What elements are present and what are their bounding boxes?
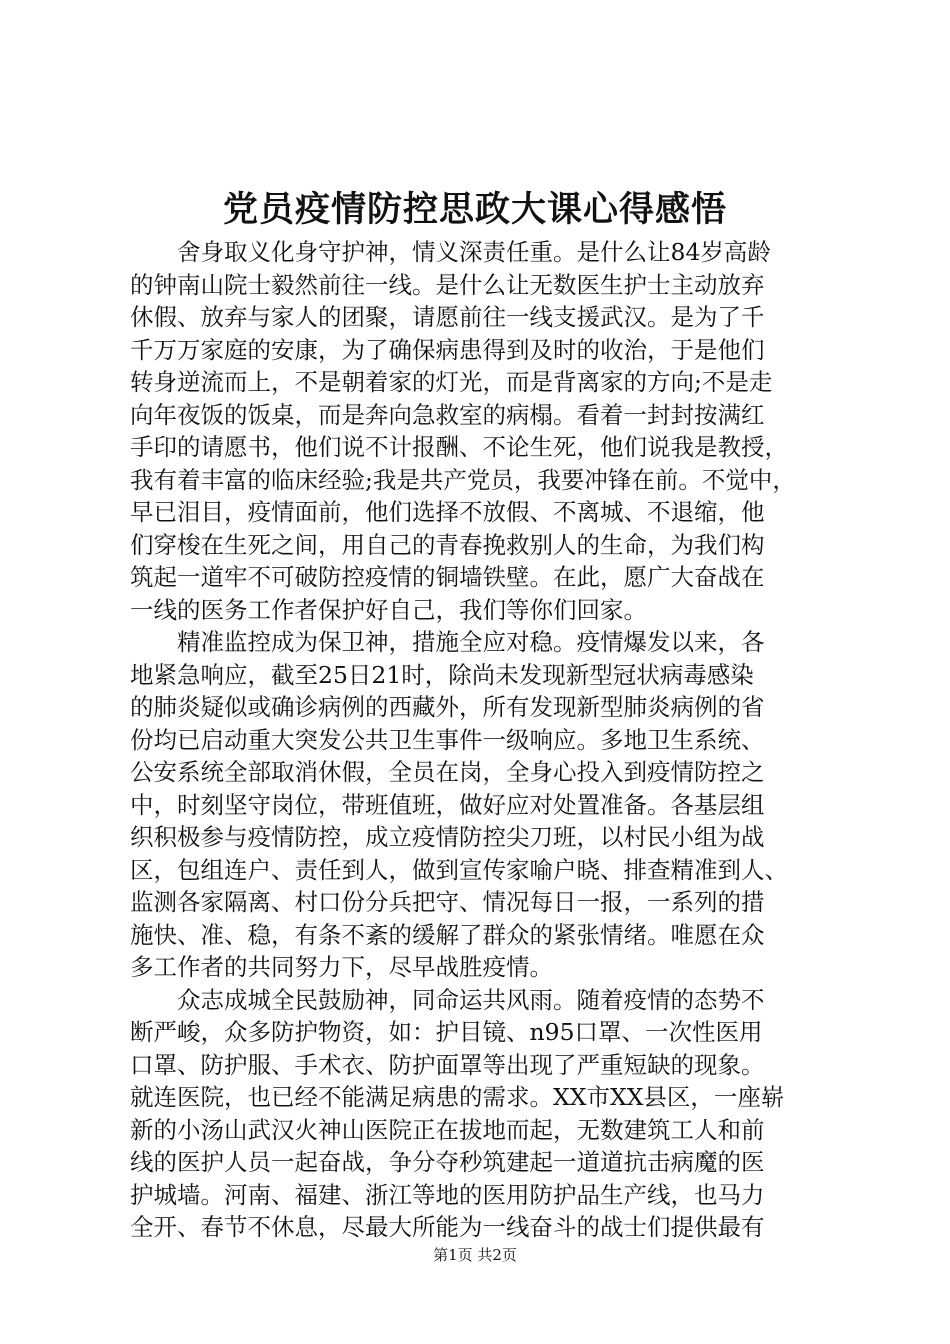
text-line: 公安系统全部取消休假，全员在岗，全身心投入到疫情防控之 — [130, 758, 765, 786]
text-line: 多工作者的共同努力下，尽早战胜疫情。 — [130, 953, 553, 981]
text-line: 的肺炎疑似或确诊病例的西藏外，所有发现新型肺炎病例的省 — [130, 693, 765, 721]
text-line: 向年夜饭的饭桌，而是奔向急救室的病榻。看着一封封按满红 — [130, 400, 765, 429]
text-line: 施快、准、稳，有条不紊的缓解了群众的紧张情绪。唯愿在众 — [130, 920, 765, 949]
page-title: 党员疫情防控思政大课心得感悟 — [222, 189, 727, 230]
text-line: 千万万家庭的安康，为了确保病患得到及时的收治，于是他们 — [130, 335, 765, 364]
text-line: 早已泪目，疫情面前，他们选择不放假、不离城、不退缩，他 — [130, 498, 765, 526]
paragraph — [130, 236, 830, 626]
text-line: 份均已启动重大突发公共卫生事件一级响应。多地卫生系统、 — [130, 725, 765, 754]
paragraph — [130, 626, 830, 984]
text-line: 中，时刻坚守岗位，带班值班，做好应对处置准备。各基层组 — [130, 790, 765, 819]
text-line: 护城墙。河南、福建、浙江等地的医用防护品生产线，也马力 — [130, 1180, 765, 1209]
text-line: 我有着丰富的临床经验;我是共产党员，我要冲锋在前。不觉中， — [130, 465, 796, 494]
text-line: 地紧急响应，截至25日21时，除尚未发现新型冠状病毒感染 — [130, 660, 754, 689]
text-line: 一线的医务工作者保护好自己，我们等你们回家。 — [130, 595, 647, 624]
text-line: 断严峻，众多防护物资，如：护目镜、n95口罩、一次性医用 — [130, 1018, 763, 1046]
text-line: 口罩、防护服、手术衣、防护面罩等出现了严重短缺的现象。 — [130, 1050, 765, 1079]
text-line: 线的医护人员一起奋战，争分夺秒筑建起一道道抗击病魔的医 — [130, 1148, 765, 1176]
text-line: 休假、放弃与家人的团聚，请愿前往一线支援武汉。是为了千 — [130, 303, 765, 331]
text-line: 手印的请愿书，他们说不计报酬、不论生死，他们说我是教授， — [130, 433, 788, 461]
text-line: 们穿梭在生死之间，用自己的青春挽救别人的生命，为我们构 — [130, 530, 765, 559]
text-line: 筑起一道牢不可破防控疫情的铜墙铁壁。在此，愿广大奋战在 — [130, 563, 765, 591]
text-line: 转身逆流而上，不是朝着家的灯光，而是背离家的方向;不是走 — [130, 368, 773, 396]
text-line: 全开、春节不休息，尽最大所能为一线奋斗的战士们提供最有 — [130, 1213, 765, 1241]
body-text — [130, 236, 830, 1244]
text-line: 众志成城全民鼓励神，同命运共风雨。随着疫情的态势不 — [177, 985, 765, 1014]
text-line: 监测各家隔离、村口份分兵把守、情况每日一报，一系列的措 — [130, 888, 765, 916]
text-line: 区，包组连户、责任到人，做到宣传家喻户晓、排查精准到人、 — [130, 855, 788, 884]
text-line: 精准监控成为保卫神，措施全应对稳。疫情爆发以来，各 — [177, 628, 765, 656]
text-line: 就连医院，也已经不能满足病患的需求。XX市XX县区，一座崭 — [130, 1083, 785, 1111]
page-footer: 第1页 共2页 — [433, 1246, 517, 1264]
text-line: 织积极参与疫情防控，成立疫情防控尖刀班，以村民小组为战 — [130, 823, 765, 851]
text-line: 新的小汤山武汉火神山医院正在拔地而起，无数建筑工人和前 — [130, 1115, 765, 1144]
text-line: 的钟南山院士毅然前往一线。是什么让无数医生护士主动放弃 — [130, 270, 765, 299]
text-line: 舍身取义化身守护神，情义深责任重。是什么让84岁高龄 — [177, 238, 771, 266]
paragraph — [130, 984, 830, 1244]
